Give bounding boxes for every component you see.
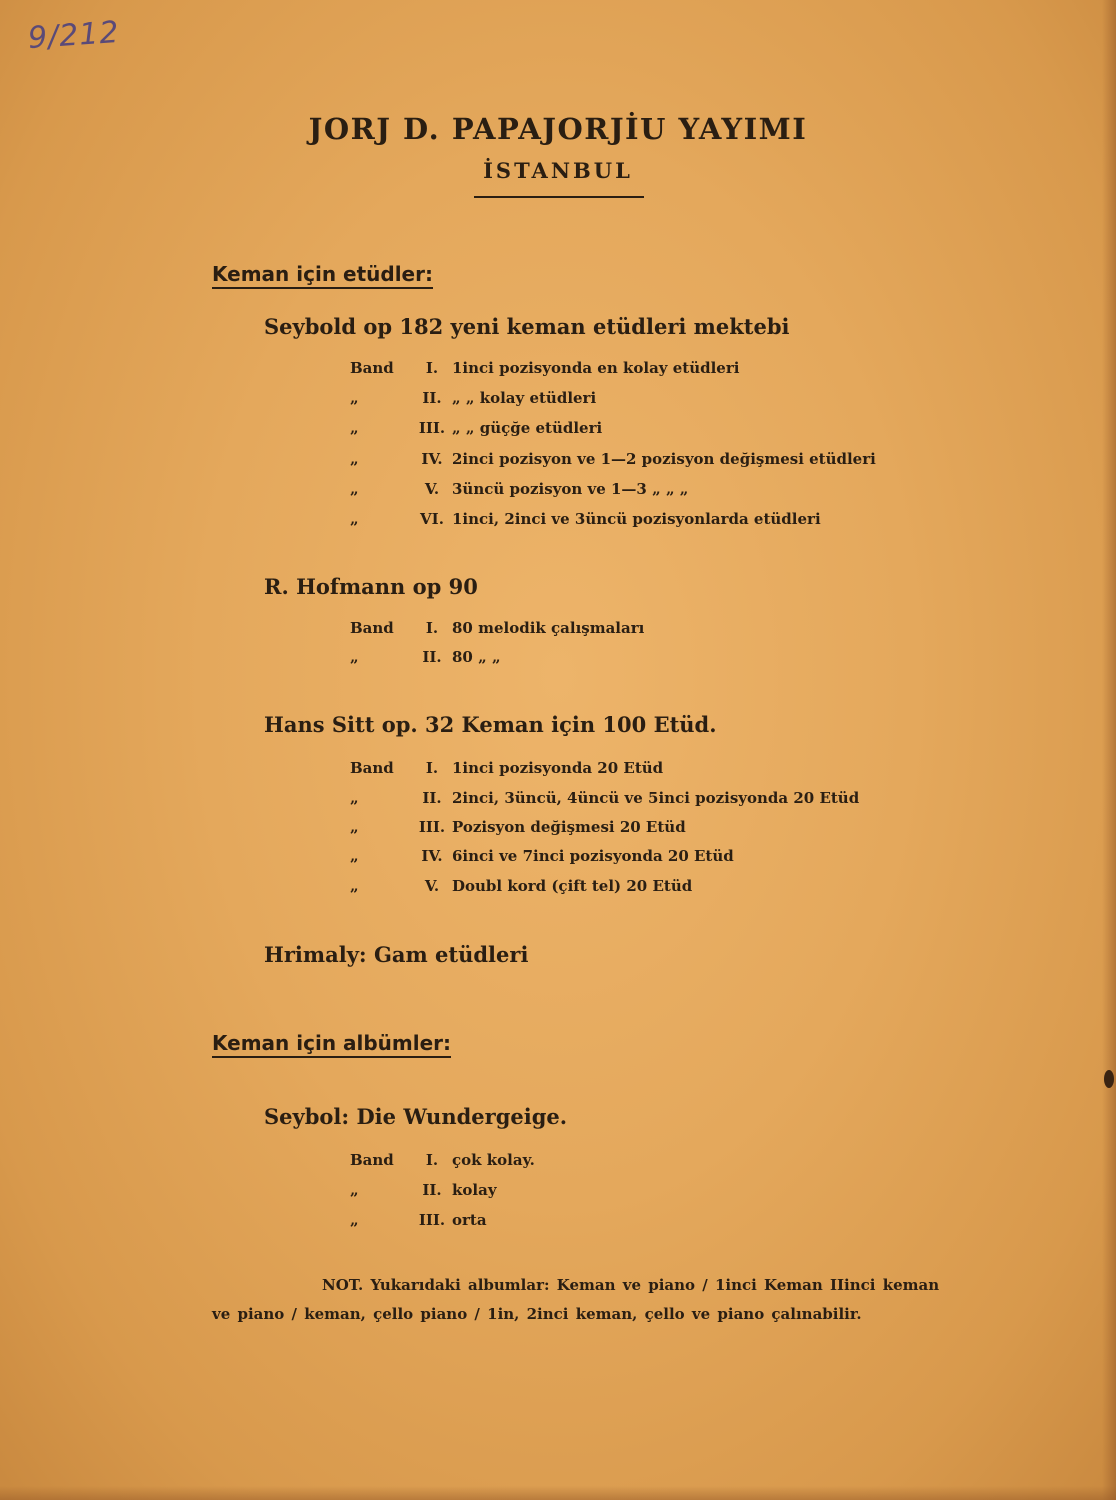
work-title: Seybold op 182 yeni keman etüdleri mektebi: [264, 314, 790, 339]
handwritten-catalog-number: 9/212: [26, 14, 121, 57]
note-line-1: NOT. Yukarıdaki albumlar: Keman ve piano / 1inci Keman IIinci keman: [322, 1276, 940, 1294]
document-page: 9/212 JORJ D. PAPAJORJİU YAYIMI İSTANBUL Keman için etüdler: Seybold op 182 yeni keman etüdleri mektebi Band I. 1inci pozisyonda en kolay etüdleri „ II. „ „ kolay etüdleri „ III. „ „ güçğe etüdleri „ IV. 2inci pozisyon ve 1—2 pozisyon değişmesi etüdleri „ V. 3üncü pozisyon ve 1—3 „ „ „ „ VI. 1inci, 2inci ve 3üncü pozisyonlarda etüdleri R. Hofmann op 90 Band I. 80 melodik çalışmaları „ II. 80 „ „ Hans Sitt op. 32 Keman için 100 Etüd. Band I. 1inci pozisyonda 20 Etüd „ II. 2inci, 3üncü, 4üncü ve 5inci pozisyonda 20 Etüd „ III. Pozisyon değişmesi 20 Etüd „ IV. 6inci ve 7inci pozisyonda 20 Etüd „ V. Doubl kord (çift tel) 20 Etüd Hrimaly: Gam etüdleri Keman için albümler: Seybol: Die Wundergeige. Band I. çok kolay. „ II. kolay „ III. orta NOT. Yukarıdaki albumlar: Keman ve piano / 1inci Keman IIinci keman ve piano / keman, çello piano / 1in, 2inci keman, çello ve piano çalınabilir.: [0, 0, 1116, 1500]
work-title: Hrimaly: Gam etüdleri: [264, 942, 529, 967]
work-title: R. Hofmann op 90: [264, 574, 478, 599]
publisher-title: JORJ D. PAPAJORJİU YAYIMI: [308, 112, 808, 146]
header-divider: [474, 196, 644, 198]
page-edge-right: [1102, 0, 1116, 1500]
note-line-2: ve piano / keman, çello piano / 1in, 2inci keman, çello ve piano çalınabilir.: [212, 1305, 862, 1323]
work-title: Seybol: Die Wundergeige.: [264, 1104, 568, 1129]
section-heading-albums: Keman için albümler:: [212, 1031, 451, 1058]
section-heading-etudes: Keman için etüdler:: [212, 262, 433, 289]
publisher-city: İSTANBUL: [483, 158, 633, 183]
binding-mark: [1104, 1070, 1114, 1088]
work-title: Hans Sitt op. 32 Keman için 100 Etüd.: [264, 712, 717, 737]
page-edge-bottom: [0, 1486, 1116, 1500]
